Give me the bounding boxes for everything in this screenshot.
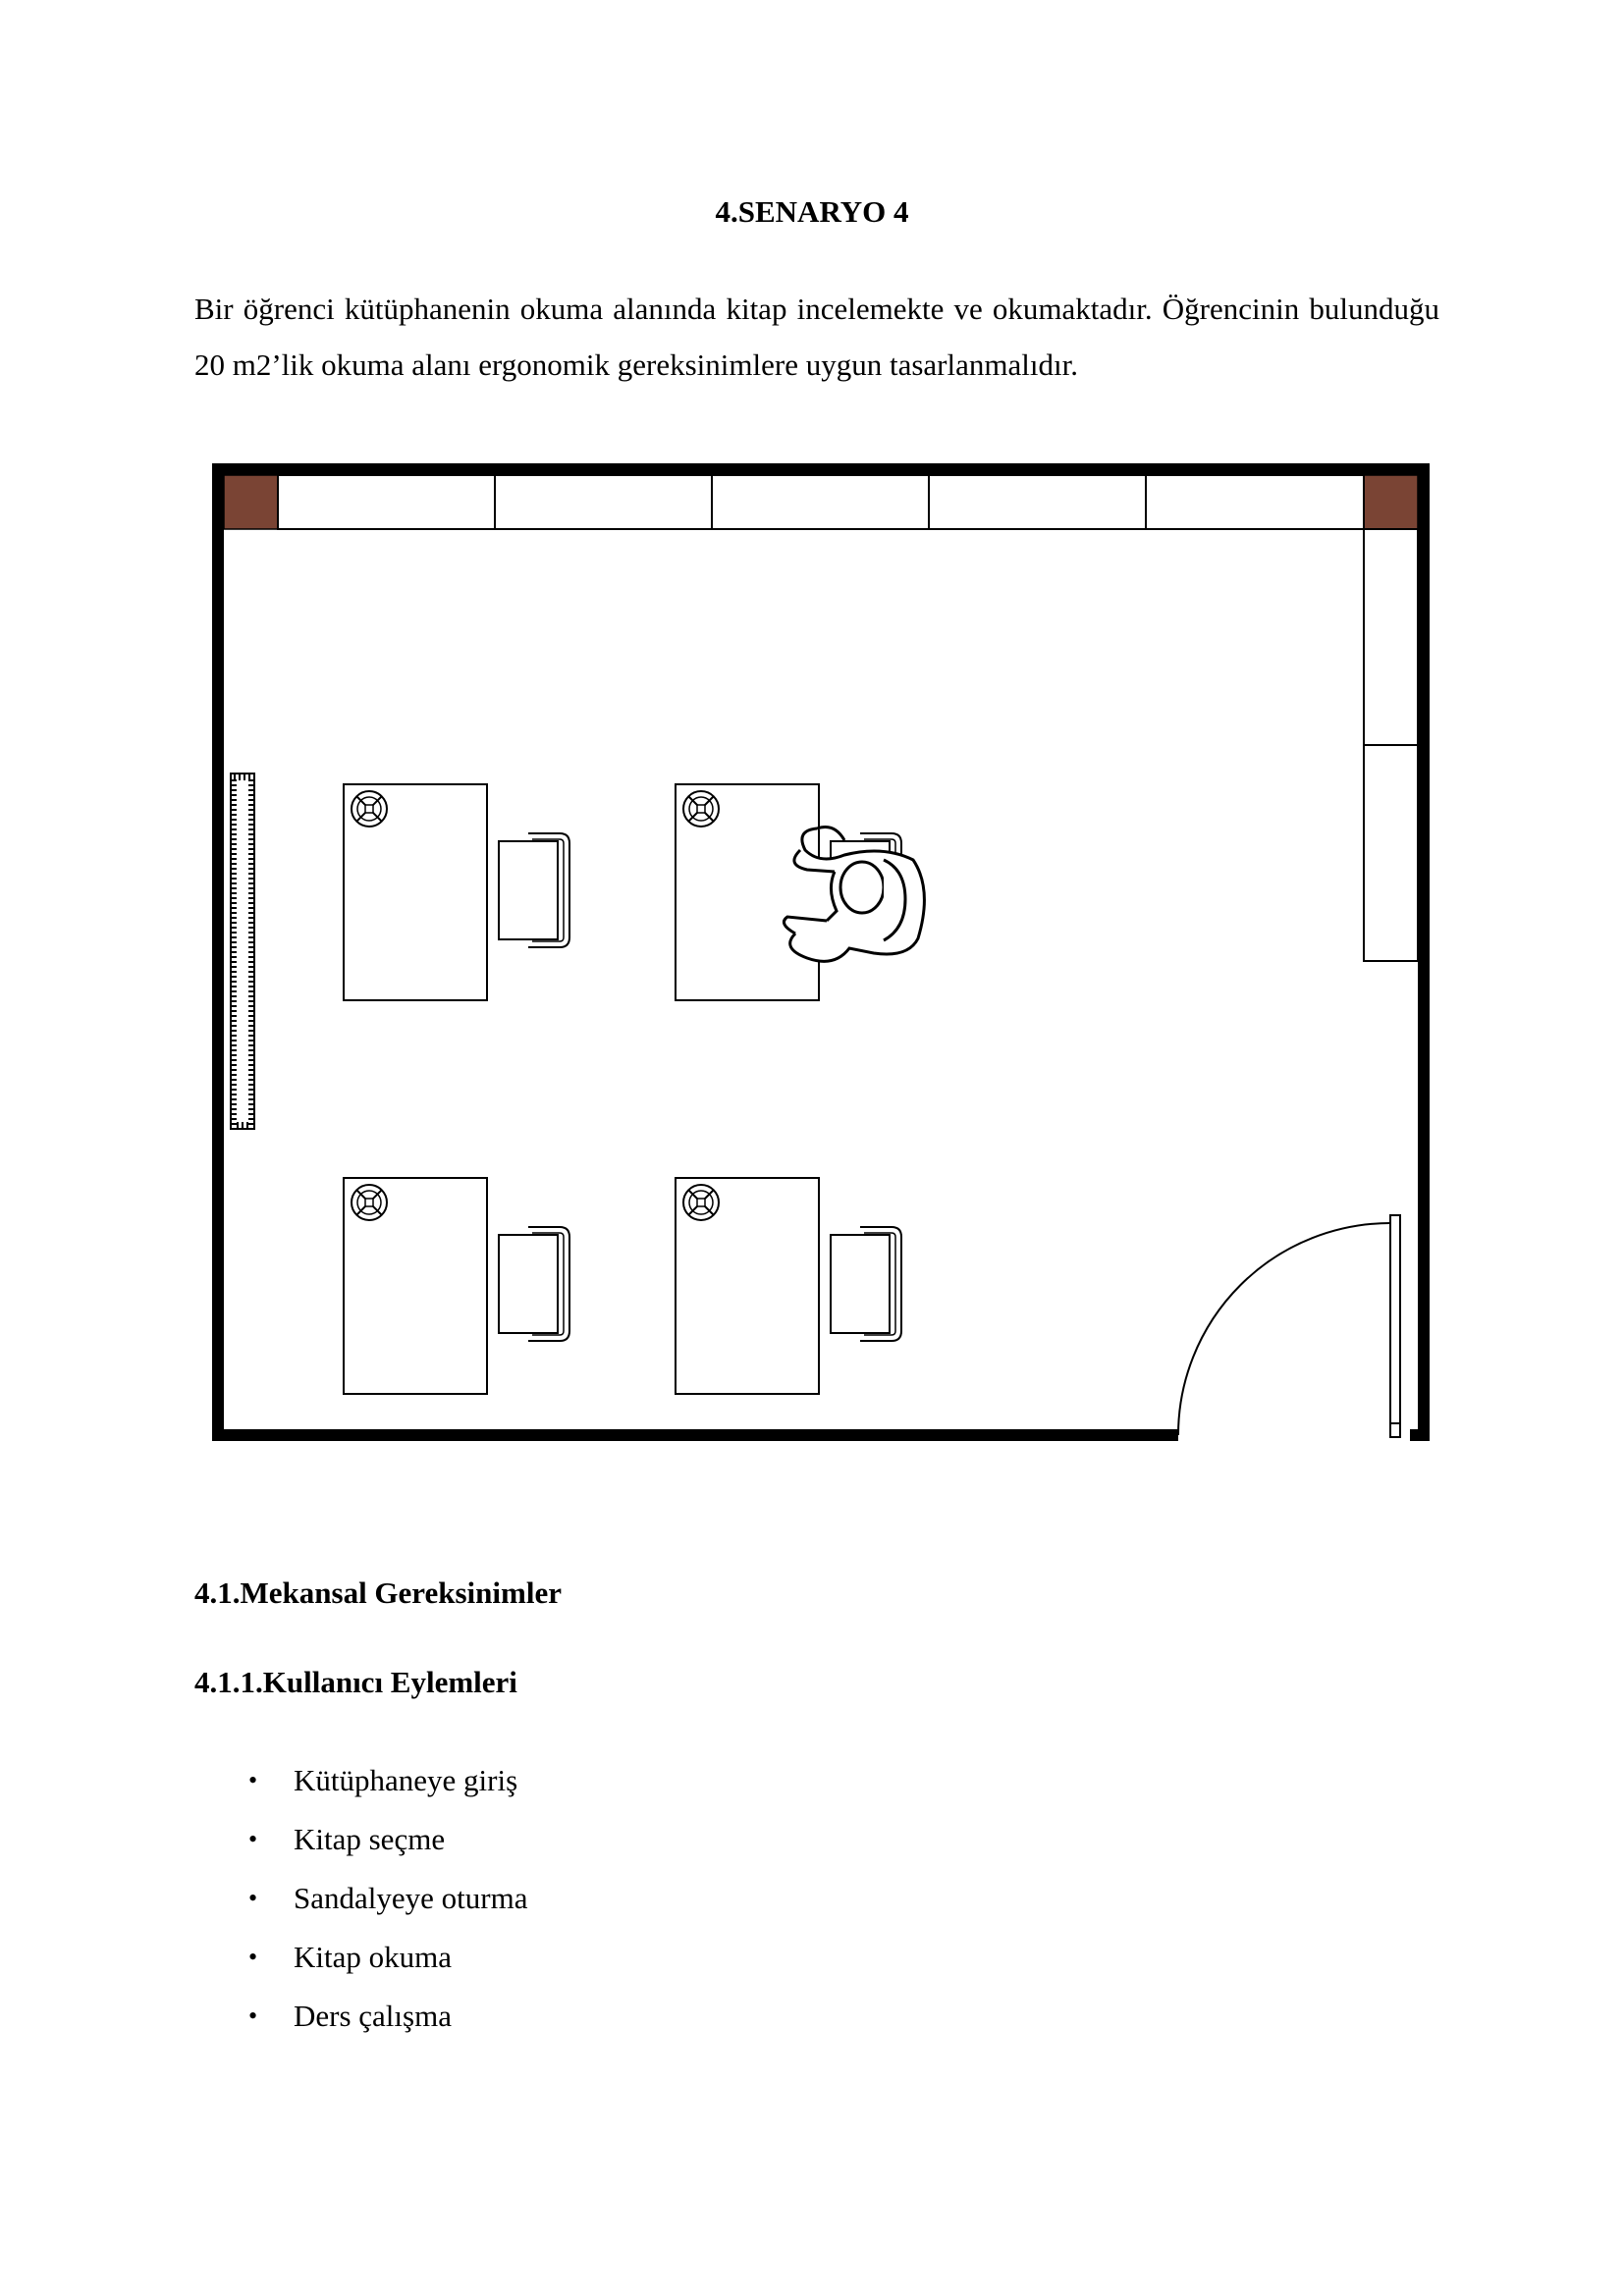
subsubsection-title: 4.1.1.Kullanıcı Eylemleri xyxy=(194,1665,517,1699)
list-item xyxy=(194,1928,527,1987)
bullet-icon: • xyxy=(248,1884,258,1912)
list-item-text: Kütüphaneye giriş xyxy=(294,1763,518,1797)
desk xyxy=(676,1178,819,1394)
bullet-icon: • xyxy=(248,1943,258,1971)
list-item-text: Sandalyeye oturma xyxy=(294,1881,528,1915)
bullet-icon: • xyxy=(248,1766,258,1794)
user-actions-list xyxy=(194,1751,527,2046)
list-item xyxy=(194,1869,527,1928)
intro-paragraph: Bir öğrenci kütüphanenin okuma alanında kitap incelemekte ve okumaktadır. Öğrencinin bulunduğu 20 m2’lik okuma alanı ergonomik gereksinimlere uygun tasarlanmalıdır. xyxy=(194,292,1439,382)
corner-column-right xyxy=(1364,475,1418,529)
bullet-icon: • xyxy=(248,1825,258,1853)
desk xyxy=(344,1178,487,1394)
list-item xyxy=(194,1751,527,1810)
wall-bottom xyxy=(212,1429,1178,1441)
desk xyxy=(344,784,487,1000)
floor-plan xyxy=(206,457,1434,1449)
radiator xyxy=(231,774,254,1129)
section-title: 4.SENARYO 4 xyxy=(715,194,909,229)
list-item xyxy=(194,1810,527,1869)
list-item-text: Kitap seçme xyxy=(294,1822,446,1856)
door xyxy=(1178,1215,1400,1437)
chair xyxy=(831,1227,901,1341)
side-bookshelf xyxy=(1364,529,1418,961)
wall-right xyxy=(1418,463,1430,1441)
desk xyxy=(676,784,819,1000)
list-item-text: Kitap okuma xyxy=(294,1940,452,1974)
bullet-icon: • xyxy=(248,2002,258,2030)
wall-bottom-right xyxy=(1410,1429,1430,1441)
list-item xyxy=(194,1987,527,2046)
chair xyxy=(499,833,569,947)
list-item-text: Ders çalışma xyxy=(294,1999,452,2033)
top-bookshelf xyxy=(278,475,1364,529)
wall-top xyxy=(212,463,1430,475)
subsection-title: 4.1.Mekansal Gereksinimler xyxy=(194,1575,562,1610)
corner-column-left xyxy=(224,475,278,529)
chair xyxy=(499,1227,569,1341)
